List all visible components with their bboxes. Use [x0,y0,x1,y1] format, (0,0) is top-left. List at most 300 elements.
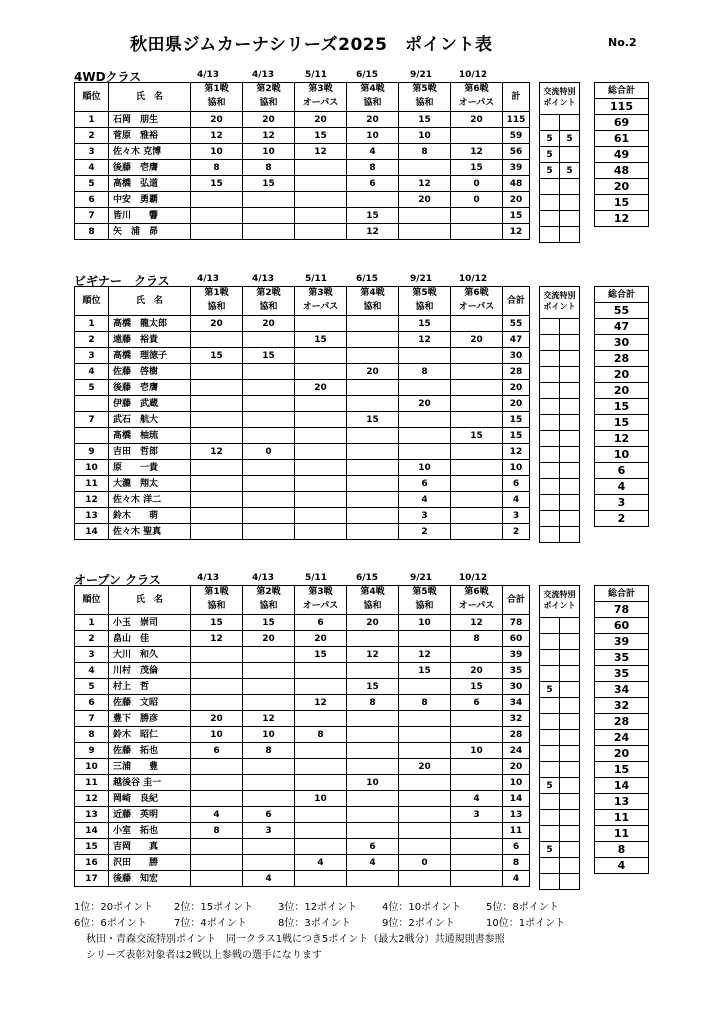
round-points-cell [295,176,347,192]
name-cell: 菅原 雅裕 [109,128,191,144]
round-points-cell [191,380,243,396]
grand-total-cell: 20 [595,746,649,762]
rank-cell: 1 [75,316,109,332]
exchange-points-cell: 5 [540,163,560,179]
table-header-row [540,83,580,115]
exchange-points-cell [540,415,560,431]
table-row [595,730,649,746]
name-cell: 後藤 知宏 [109,871,191,887]
name-cell: 矢 浦 昴 [109,224,191,240]
table-row [75,759,530,775]
round-date: 9/21 [409,70,433,80]
total-cell: 14 [503,791,530,807]
round-points-cell [243,208,295,224]
table-row [540,131,580,147]
round-points-cell: 6 [295,615,347,631]
round-number: 第3戦 [308,288,333,298]
round-points-cell [243,508,295,524]
total-cell: 30 [503,679,530,695]
round-number: 第4戦 [360,587,385,597]
round-points-cell [347,492,399,508]
round-date: 6/15 [355,274,379,284]
exchange-points-cell [540,858,560,874]
table-row [595,399,649,415]
table-row [595,602,649,618]
table-row [540,227,580,243]
table-row [75,855,530,871]
rank-cell: 14 [75,823,109,839]
exchange-points-cell: 5 [560,163,580,179]
round-number: 第3戦 [308,587,333,597]
table-row [595,431,649,447]
round-points-cell: 15 [451,679,503,695]
grand-total-cell: 2 [595,511,649,527]
round-points-cell: 4 [399,492,451,508]
round-venue: 協和 [207,601,226,611]
name-cell: 吉岡 真 [109,839,191,855]
table-row [595,195,649,211]
grand-total-header: 総合計 [595,287,649,303]
exchange-points-cell [560,858,580,874]
exchange-points-cell [560,351,580,367]
round-number: 第1戦 [204,288,229,298]
round-points-cell: 12 [399,176,451,192]
round-points-cell [399,412,451,428]
grand-total-cell: 15 [595,415,649,431]
name-cell: 佐々木 克博 [109,144,191,160]
exchange-points-cell [560,762,580,778]
table-row [595,131,649,147]
round-points-cell: 20 [399,396,451,412]
points-rule: 4位：10ポイント [382,902,462,913]
name-cell: 鈴木 昭仁 [109,727,191,743]
round-points-cell: 12 [191,444,243,460]
round-points-cell [347,743,399,759]
exchange-points-cell [560,634,580,650]
round-points-cell: 15 [295,332,347,348]
rank-cell: 5 [75,380,109,396]
total-cell: 34 [503,695,530,711]
exchange-points-cell [540,463,560,479]
round-points-cell: 20 [295,112,347,128]
exchange-points-cell [560,698,580,714]
table-row [595,211,649,227]
points-rule: 1位：20ポイント [74,902,154,913]
table-row [595,650,649,666]
round-points-cell: 12 [451,144,503,160]
round-points-cell [295,711,347,727]
round-header [399,287,451,316]
exchange-points-cell [560,319,580,335]
round-points-cell: 12 [191,128,243,144]
round-points-cell [243,428,295,444]
round-points-cell [295,492,347,508]
round-points-cell [295,871,347,887]
grand-total-cell: 3 [595,495,649,511]
total-cell: 15 [503,428,530,444]
exchange-points-cell [540,826,560,842]
round-points-cell [191,492,243,508]
round-points-cell [295,364,347,380]
total-cell: 24 [503,743,530,759]
round-points-cell: 15 [399,112,451,128]
round-points-cell [295,839,347,855]
rank-cell: 4 [75,364,109,380]
grand-total-cell: 15 [595,399,649,415]
exchange-points-table [539,286,580,543]
round-points-cell [243,224,295,240]
round-venue: オーパス [458,601,495,611]
round-points-cell: 15 [295,128,347,144]
table-row [75,192,530,208]
round-venue: 協和 [363,302,382,312]
round-number: 第6戦 [464,84,489,94]
round-date: 4/13 [196,274,220,284]
round-points-cell: 4 [347,144,399,160]
name-cell: 大川 和久 [109,647,191,663]
grand-total-cell: 60 [595,618,649,634]
table-row [595,335,649,351]
exchange-points-cell [540,698,560,714]
exchange-points-cell [540,714,560,730]
grand-total-cell: 49 [595,147,649,163]
round-points-cell [295,192,347,208]
rank-cell: 6 [75,695,109,711]
exchange-points-cell [560,211,580,227]
table-row [75,711,530,727]
round-points-cell [191,412,243,428]
round-points-cell: 20 [191,316,243,332]
table-row [75,380,530,396]
round-venue: オーパス [302,98,339,108]
exchange-points-cell [540,511,560,527]
table-row [540,650,580,666]
round-points-cell: 12 [243,128,295,144]
table-header-row [75,83,530,112]
name-cell: 小玉 崇司 [109,615,191,631]
exchange-points-cell [540,634,560,650]
name-header: 氏 名 [109,83,191,112]
round-points-cell: 6 [191,743,243,759]
round-venue: 協和 [207,98,226,108]
rank-cell: 1 [75,112,109,128]
round-points-cell [243,695,295,711]
round-points-cell: 4 [243,871,295,887]
table-row [540,762,580,778]
name-cell: 髙橋 柚琉 [109,428,191,444]
round-points-cell [347,444,399,460]
grand-total-header: 総合計 [595,83,649,99]
name-cell: 高橋 龍太郎 [109,316,191,332]
round-venue: 協和 [207,302,226,312]
table-row [75,823,530,839]
round-points-cell [295,396,347,412]
round-points-cell: 12 [295,144,347,160]
round-points-cell: 20 [295,631,347,647]
table-row [595,858,649,874]
round-points-cell: 20 [347,364,399,380]
round-date: 4/13 [251,274,275,284]
exchange-points-cell [560,682,580,698]
table-header-row [595,83,649,99]
table-header-row [595,287,649,303]
rank-cell: 9 [75,444,109,460]
table-row [540,479,580,495]
exchange-points-cell [540,399,560,415]
table-row [75,112,530,128]
grand-total-cell: 12 [595,431,649,447]
round-dates [74,274,504,286]
round-points-cell: 20 [347,615,399,631]
total-cell: 6 [503,476,530,492]
round-number: 第2戦 [256,587,281,597]
exchange-points-cell [540,383,560,399]
name-cell: 村上 哲 [109,679,191,695]
round-points-cell [243,775,295,791]
round-header [243,287,295,316]
round-points-cell: 15 [191,348,243,364]
round-points-cell [243,647,295,663]
round-points-cell [191,208,243,224]
name-cell: 遠藤 裕貴 [109,332,191,348]
round-points-cell: 10 [243,727,295,743]
round-number: 第1戦 [204,84,229,94]
grand-total-cell: 15 [595,762,649,778]
rank-cell: 13 [75,807,109,823]
exchange-points-cell [540,618,560,634]
round-points-cell: 6 [399,476,451,492]
rank-cell: 4 [75,160,109,176]
exchange-points-cell [540,351,560,367]
round-header [347,287,399,316]
round-points-cell: 20 [295,380,347,396]
exchange-points-cell [540,495,560,511]
table-row [75,839,530,855]
grand-total-cell: 69 [595,115,649,131]
rank-cell: 2 [75,631,109,647]
round-venue: 協和 [415,98,434,108]
exchange-points-cell [540,211,560,227]
name-cell: 後藤 壱膺 [109,160,191,176]
grand-total-cell: 4 [595,479,649,495]
round-points-cell [295,460,347,476]
table-row [540,147,580,163]
round-points-cell: 8 [191,823,243,839]
table-row [595,698,649,714]
round-number: 第6戦 [464,288,489,298]
round-points-cell: 15 [451,160,503,176]
round-points-cell [451,444,503,460]
round-points-cell: 12 [347,647,399,663]
round-points-cell [451,224,503,240]
grand-total-cell: 10 [595,447,649,463]
round-points-cell [451,839,503,855]
round-points-cell [347,807,399,823]
round-points-cell: 10 [399,615,451,631]
round-number: 第4戦 [360,288,385,298]
round-number: 第5戦 [412,288,437,298]
round-points-cell [451,396,503,412]
table-row [75,412,530,428]
exchange-points-cell [560,650,580,666]
round-points-cell: 15 [191,615,243,631]
round-points-cell: 20 [243,112,295,128]
rank-cell: 5 [75,176,109,192]
round-points-cell [243,855,295,871]
rank-cell: 4 [75,663,109,679]
round-points-cell [295,208,347,224]
name-cell: 佐々木 洋二 [109,492,191,508]
table-row [75,428,530,444]
round-points-cell: 0 [451,176,503,192]
points-rule: 8位：3ポイント [278,918,351,929]
table-row [595,319,649,335]
table-row [595,634,649,650]
round-points-cell [295,743,347,759]
grand-total-table [594,286,649,527]
rank-cell [75,396,109,412]
total-cell: 28 [503,727,530,743]
exchange-points-cell: 5 [540,842,560,858]
rank-cell [75,428,109,444]
round-venue: 協和 [259,601,278,611]
rank-cell: 11 [75,476,109,492]
grand-total-table [594,82,649,227]
round-points-cell [191,524,243,540]
table-row [595,495,649,511]
round-points-cell [347,711,399,727]
total-cell: 4 [503,871,530,887]
table-row [75,316,530,332]
round-points-cell: 3 [451,807,503,823]
grand-total-cell: 4 [595,858,649,874]
round-points-cell [295,412,347,428]
grand-total-cell: 115 [595,99,649,115]
rank-cell: 7 [75,208,109,224]
round-points-cell: 20 [243,316,295,332]
name-cell: 川村 茂倫 [109,663,191,679]
grand-total-header: 総合計 [595,586,649,602]
round-points-cell: 6 [347,839,399,855]
round-points-cell: 12 [191,631,243,647]
round-date: 4/13 [251,573,275,583]
round-points-cell [191,332,243,348]
round-points-cell: 4 [295,855,347,871]
name-cell: 沢田 勝 [109,855,191,871]
table-row [540,634,580,650]
table-row [540,874,580,890]
total-cell: 32 [503,711,530,727]
round-date: 10/12 [458,70,488,80]
table-row [540,698,580,714]
rank-cell: 10 [75,759,109,775]
exchange-points-cell [560,666,580,682]
table-row [75,144,530,160]
round-points-cell [451,727,503,743]
table-row [75,176,530,192]
round-date: 5/11 [304,573,328,583]
table-row [540,511,580,527]
table-row [595,618,649,634]
table-row [595,303,649,319]
table-header-row [540,586,580,618]
name-cell: 吉田 哲郎 [109,444,191,460]
round-points-cell: 15 [295,647,347,663]
round-points-cell: 15 [347,679,399,695]
round-points-cell: 4 [347,855,399,871]
name-cell: 近藤 英明 [109,807,191,823]
round-points-cell [243,663,295,679]
round-points-cell: 10 [191,727,243,743]
name-cell: 佐藤 文昭 [109,695,191,711]
table-row [540,826,580,842]
grand-total-cell: 35 [595,650,649,666]
exchange-points-cell [540,650,560,666]
rank-header: 順位 [75,586,109,615]
round-points-cell [191,695,243,711]
grand-total-cell: 11 [595,810,649,826]
round-points-cell [451,412,503,428]
rank-cell: 17 [75,871,109,887]
round-date: 6/15 [355,70,379,80]
round-points-cell [243,460,295,476]
total-cell: 11 [503,823,530,839]
round-points-cell [243,332,295,348]
table-row [75,775,530,791]
round-points-cell: 15 [191,176,243,192]
round-points-cell [295,160,347,176]
rank-cell: 1 [75,615,109,631]
round-points-cell [295,823,347,839]
round-points-cell [399,208,451,224]
round-points-cell [399,871,451,887]
name-cell: 佐藤 啓樹 [109,364,191,380]
round-points-cell [347,871,399,887]
exchange-points-cell [540,746,560,762]
round-points-cell [191,476,243,492]
round-points-cell: 15 [451,428,503,444]
round-points-cell: 6 [243,807,295,823]
exchange-points-cell [560,794,580,810]
table-row [75,807,530,823]
rank-cell: 12 [75,791,109,807]
exchange-points-cell [540,195,560,211]
round-points-cell [243,364,295,380]
round-header [191,287,243,316]
total-cell: 56 [503,144,530,160]
rank-cell: 3 [75,144,109,160]
exchange-points-cell [560,195,580,211]
round-points-cell: 10 [399,128,451,144]
rank-cell: 6 [75,192,109,208]
round-points-cell [399,775,451,791]
round-points-cell [191,839,243,855]
exchange-points-cell [540,810,560,826]
name-header: 氏 名 [109,586,191,615]
round-points-cell [295,476,347,492]
exchange-points-cell: 5 [560,131,580,147]
round-points-cell [191,647,243,663]
total-cell: 55 [503,316,530,332]
round-points-cell [451,208,503,224]
table-row [75,396,530,412]
round-points-cell [347,428,399,444]
table-row [75,791,530,807]
round-venue: 協和 [259,302,278,312]
name-cell: 皆川 響 [109,208,191,224]
round-points-cell [451,348,503,364]
round-points-cell [451,364,503,380]
